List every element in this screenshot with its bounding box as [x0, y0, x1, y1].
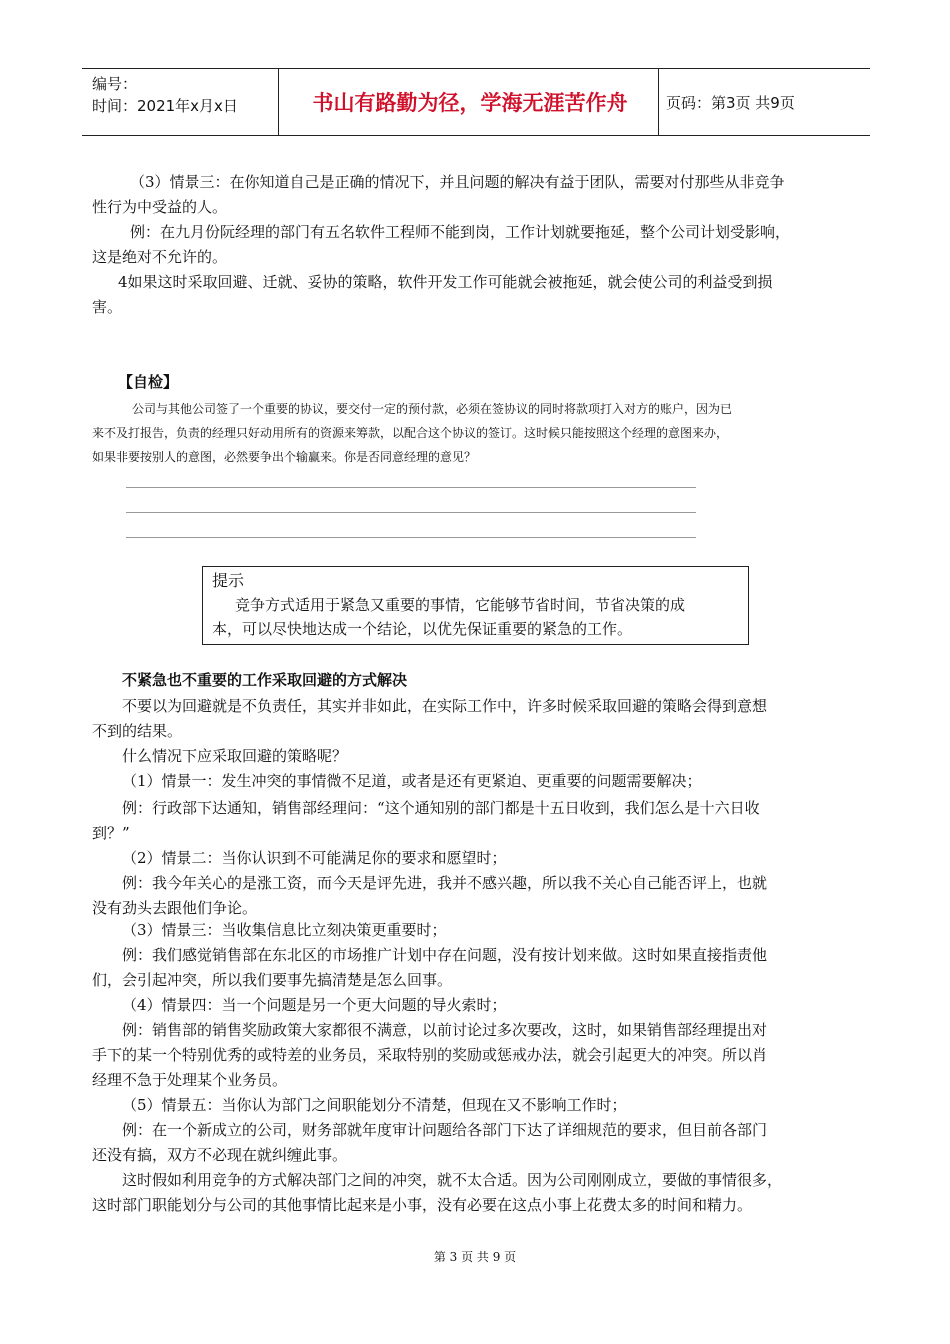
hint-line: 本，可以尽快地达成一个结论，以优先保证重要的紧急的工作。 [212, 620, 633, 638]
paragraph-line: 性行为中受益的人。 [92, 198, 228, 216]
answer-line[interactable] [126, 537, 696, 538]
section-heading: 不紧急也不重要的工作采取回避的方式解决 [122, 671, 408, 689]
paragraph-line: 例：我今年关心的是涨工资，而今天是评先进，我并不感兴趣，所以我不关心自己能否评上，也就 [122, 874, 768, 892]
paragraph-line: （3）情景三：当收集信息比立刻决策更重要时； [122, 921, 447, 939]
paragraph-line: 害。 [92, 298, 123, 316]
paragraph-line: 还没有搞，双方不必现在就纠缠此事。 [92, 1146, 348, 1164]
paragraph-line: （4）情景四：当一个问题是另一个更大问题的导火索时； [122, 996, 507, 1014]
paragraph-line: （2）情景二：当你认识到不可能满足你的要求和愿望时； [122, 849, 507, 867]
paragraph-line: 例：行政部下达通知，销售部经理问：“这个通知别的部门都是十五日收到，我们怎么是十六日收 [122, 799, 760, 817]
paragraph-line: 们，会引起冲突，所以我们要事先搞清楚是怎么回事。 [92, 971, 453, 989]
header-divider [278, 69, 279, 135]
hint-box [202, 566, 749, 645]
paragraph-line: 4如果这时采取回避、迁就、妥协的策略，软件开发工作可能就会被拖延，就会使公司的利益受到损 [118, 273, 773, 291]
answer-line[interactable] [126, 512, 696, 513]
paragraph-line: 例：在一个新成立的公司，财务部就年度审计问题给各部门下达了详细规范的要求，但目前各部门 [122, 1121, 768, 1139]
paragraph-line: 到？” [92, 824, 130, 842]
hint-title: 提示 [212, 571, 245, 590]
number-label: 编号： [92, 75, 138, 93]
page-header [82, 68, 870, 136]
header-meta [92, 73, 238, 117]
header-divider [658, 69, 659, 135]
paragraph-line: 手下的某一个特别优秀的或特差的业务员，采取特别的奖励或惩戒办法，就会引起更大的冲突。所以肖 [92, 1046, 768, 1064]
paragraph-line: 例：我们感觉销售部在东北区的市场推广计划中存在问题，没有按计划来做。这时如果直接指责他 [122, 946, 768, 964]
paragraph-line: 什么情况下应采取回避的策略呢？ [122, 747, 348, 765]
self-check-line: 公司与其他公司签了一个重要的协议，要交付一定的预付款，必须在签协议的同时将款项打入对方的账户，因为已 [132, 402, 733, 416]
paragraph-line: 这时假如利用竞争的方式解决部门之间的冲突，就不太合适。因为公司刚刚成立，要做的事情很多， [122, 1171, 783, 1189]
paragraph-line: （5）情景五：当你认为部门之间职能划分不清楚，但现在又不影响工作时； [122, 1096, 627, 1114]
paragraph-line: 经理不急于处理某个业务员。 [92, 1071, 288, 1089]
hint-line: 竞争方式适用于紧急又重要的事情，它能够节省时间，节省决策的成 [235, 596, 686, 614]
page-info: 页码：第3页 共9页 [666, 93, 795, 112]
paragraph-line: 没有劲头去跟他们争论。 [92, 899, 258, 917]
paragraph-line: （3）情景三：在你知道自己是正确的情况下，并且问题的解决有益于团队，需要对付那些从非竞争 [130, 173, 785, 191]
paragraph-line: 这时部门职能划分与公司的其他事情比起来是小事，没有必要在这点小事上花费太多的时间和精力。 [92, 1196, 753, 1214]
paragraph-line: 这是绝对不允许的。 [92, 248, 228, 266]
paragraph-line: 不到的结果。 [92, 722, 183, 740]
page-footer: 第 3 页 共 9 页 [433, 1250, 517, 1264]
answer-line[interactable] [126, 487, 696, 488]
paragraph-line: （1）情景一：发生冲突的事情微不足道，或者是还有更紧迫、更重要的问题需要解决； [122, 772, 702, 790]
motto: 书山有路勤为径，学海无涯苦作舟 [312, 91, 628, 115]
paragraph-line: 例：销售部的销售奖励政策大家都很不满意，以前讨论过多次要改，这时，如果销售部经理提出对 [122, 1021, 768, 1039]
paragraph-line: 例：在九月份阮经理的部门有五名软件工程师不能到岗，工作计划就要拖延，整个公司计划受影响， [130, 223, 791, 241]
self-check-line: 如果非要按别人的意图，必然要争出个输赢来。你是否同意经理的意见？ [92, 450, 477, 464]
self-check-title: 【自检】 [118, 373, 179, 391]
self-check-line: 来不及打报告，负责的经理只好动用所有的资源来筹款，以配合这个协议的签订。这时候只能按照这个经理的意图来办， [92, 426, 729, 440]
paragraph-line: 不要以为回避就是不负责任，其实并非如此，在实际工作中，许多时候采取回避的策略会得到意想 [122, 697, 768, 715]
date-line: 时间：2021年x月x日 [92, 97, 238, 115]
